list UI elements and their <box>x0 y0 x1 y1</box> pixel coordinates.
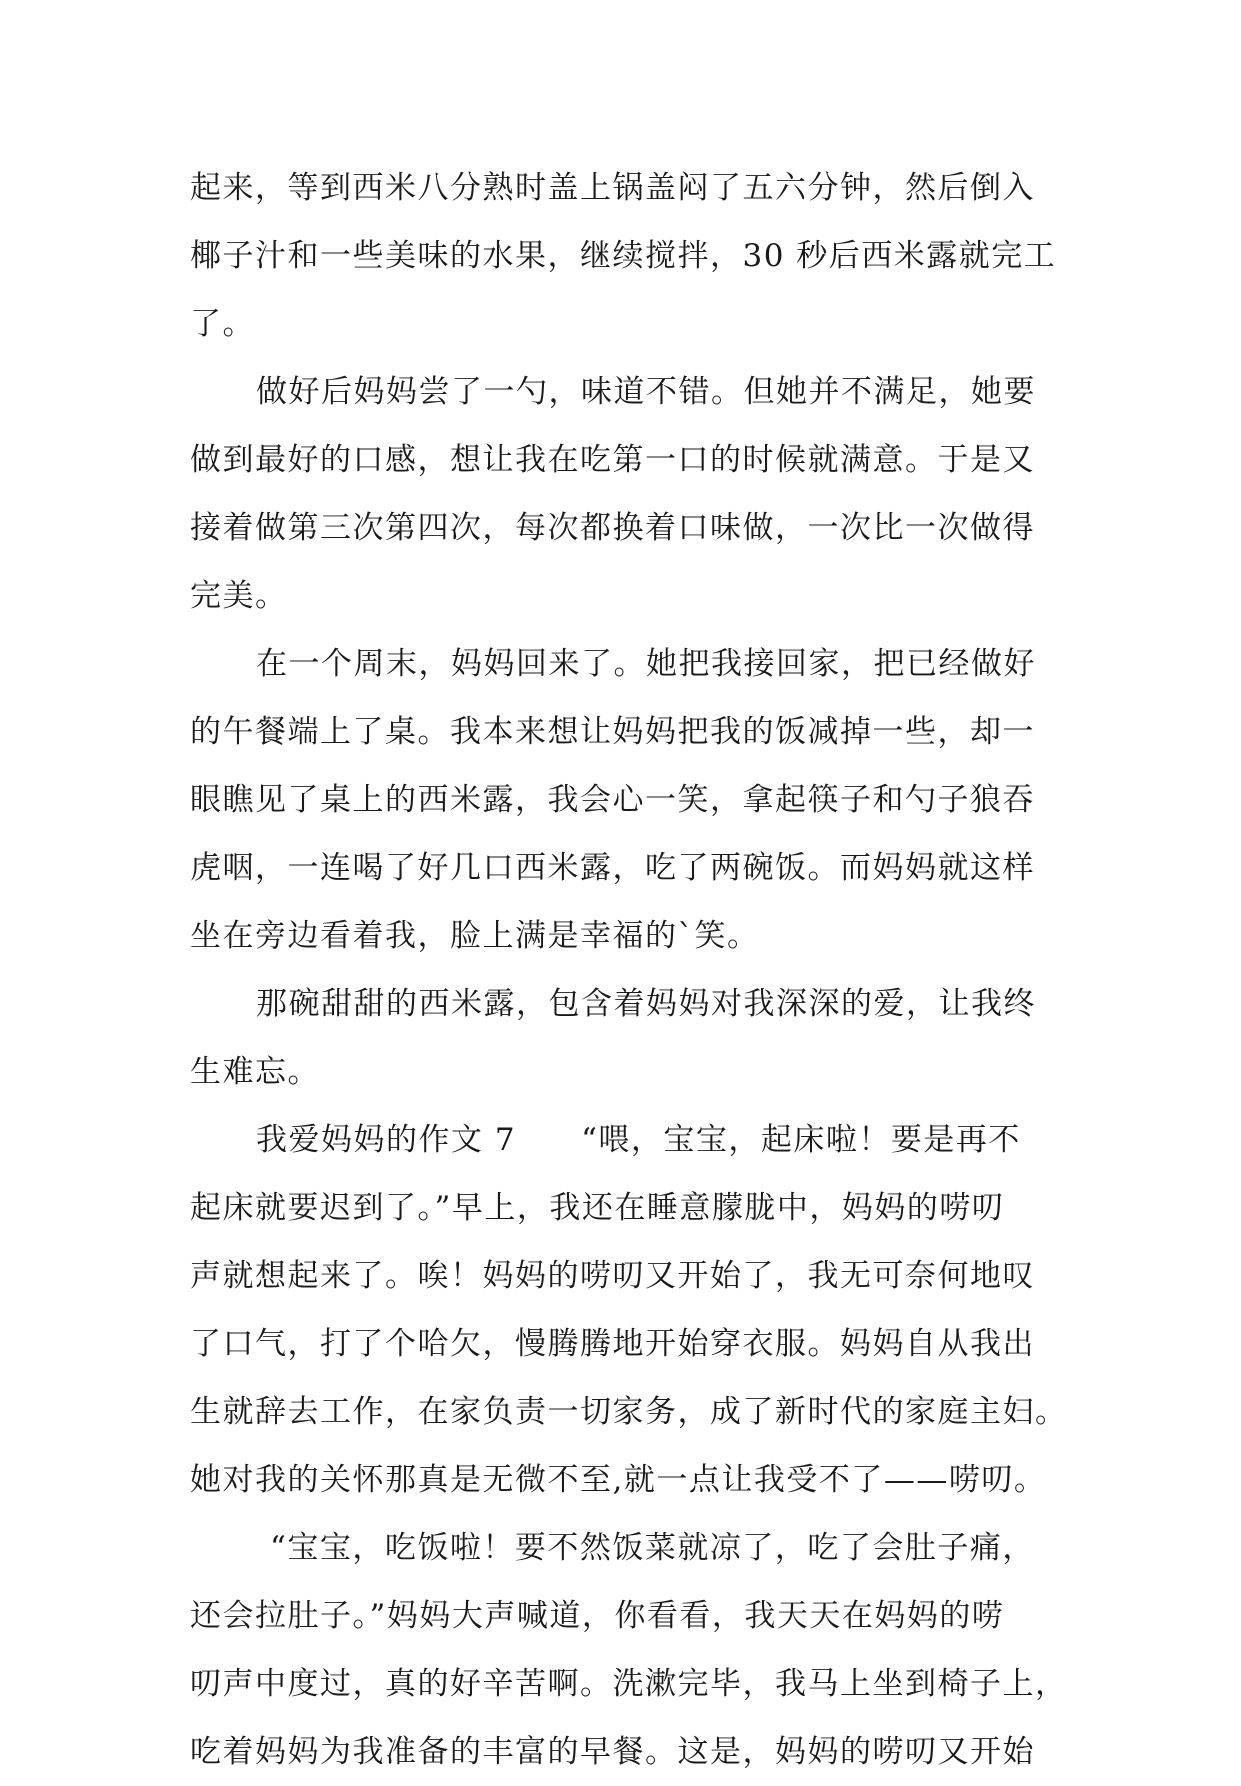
text-line: 虎咽，一连喝了好几口西米露，吃了两碗饭。而妈妈就这样 <box>190 850 1035 886</box>
text-line: 还会拉肚子。”妈妈大声喊道，你看看，我天天在妈妈的唠 <box>190 1598 1005 1634</box>
text-line: 眼瞧见了桌上的西米露，我会心一笑，拿起筷子和勺子狼吞 <box>190 782 1035 818</box>
text-line: 接着做第三次第四次，每次都换着口味做，一次比一次做得 <box>190 510 1035 546</box>
text-line: 的午餐端上了桌。我本来想让妈妈把我的饭减掉一些，却一 <box>190 714 1035 750</box>
text-line: 生就辞去工作，在家负责一切家务，成了新时代的家庭主妇。 <box>190 1394 1068 1430</box>
paragraph-start-line: “宝宝，吃饭啦！要不然饭菜就凉了，吃了会肚子痛， <box>270 1530 1035 1566</box>
text-line: 起来，等到西米八分熟时盖上锅盖闷了五六分钟，然后倒入 <box>190 170 1035 206</box>
text-line: 椰子汁和一些美味的水果，继续搅拌，30 秒后西米露就完工 <box>190 238 1057 274</box>
text-line: 叨声中度过，真的好辛苦啊。洗漱完毕，我马上坐到椅子上， <box>190 1666 1068 1702</box>
document-body <box>190 154 1068 1786</box>
text-line: 吃着妈妈为我准备的丰富的早餐。这是，妈妈的唠叨又开始 <box>190 1734 1035 1770</box>
text-line: 坐在旁边看着我，脸上满是幸福的`笑。 <box>190 918 760 954</box>
text-line: 声就想起来了。唉！妈妈的唠叨又开始了，我无可奈何地叹 <box>190 1258 1035 1294</box>
paragraph-start-line: 那碗甜甜的西米露，包含着妈妈对我深深的爱，让我终 <box>256 986 1036 1022</box>
text-line: 了。 <box>190 306 255 342</box>
text-line: 做到最好的口感，想让我在吃第一口的时候就满意。于是又 <box>190 442 1035 478</box>
text-line: 生难忘。 <box>190 1054 320 1090</box>
text-line: 了口气，打了个哈欠，慢腾腾地开始穿衣服。妈妈自从我出 <box>190 1326 1035 1362</box>
paragraph-start-line: 做好后妈妈尝了一勺，味道不错。但她并不满足，她要 <box>256 374 1036 410</box>
essay-heading-line: 我爱妈妈的作文 7 “喂，宝宝，起床啦！要是再不 <box>256 1122 1021 1158</box>
paragraph-start-line: 在一个周末，妈妈回来了。她把我接回家，把已经做好 <box>256 646 1036 682</box>
text-line: 完美。 <box>190 578 288 614</box>
text-line: 起床就要迟到了。”早上，我还在睡意朦胧中，妈妈的唠叨 <box>190 1190 1005 1226</box>
text-line: 她对我的关怀那真是无微不至,就一点让我受不了——唠叨。 <box>190 1462 1047 1498</box>
